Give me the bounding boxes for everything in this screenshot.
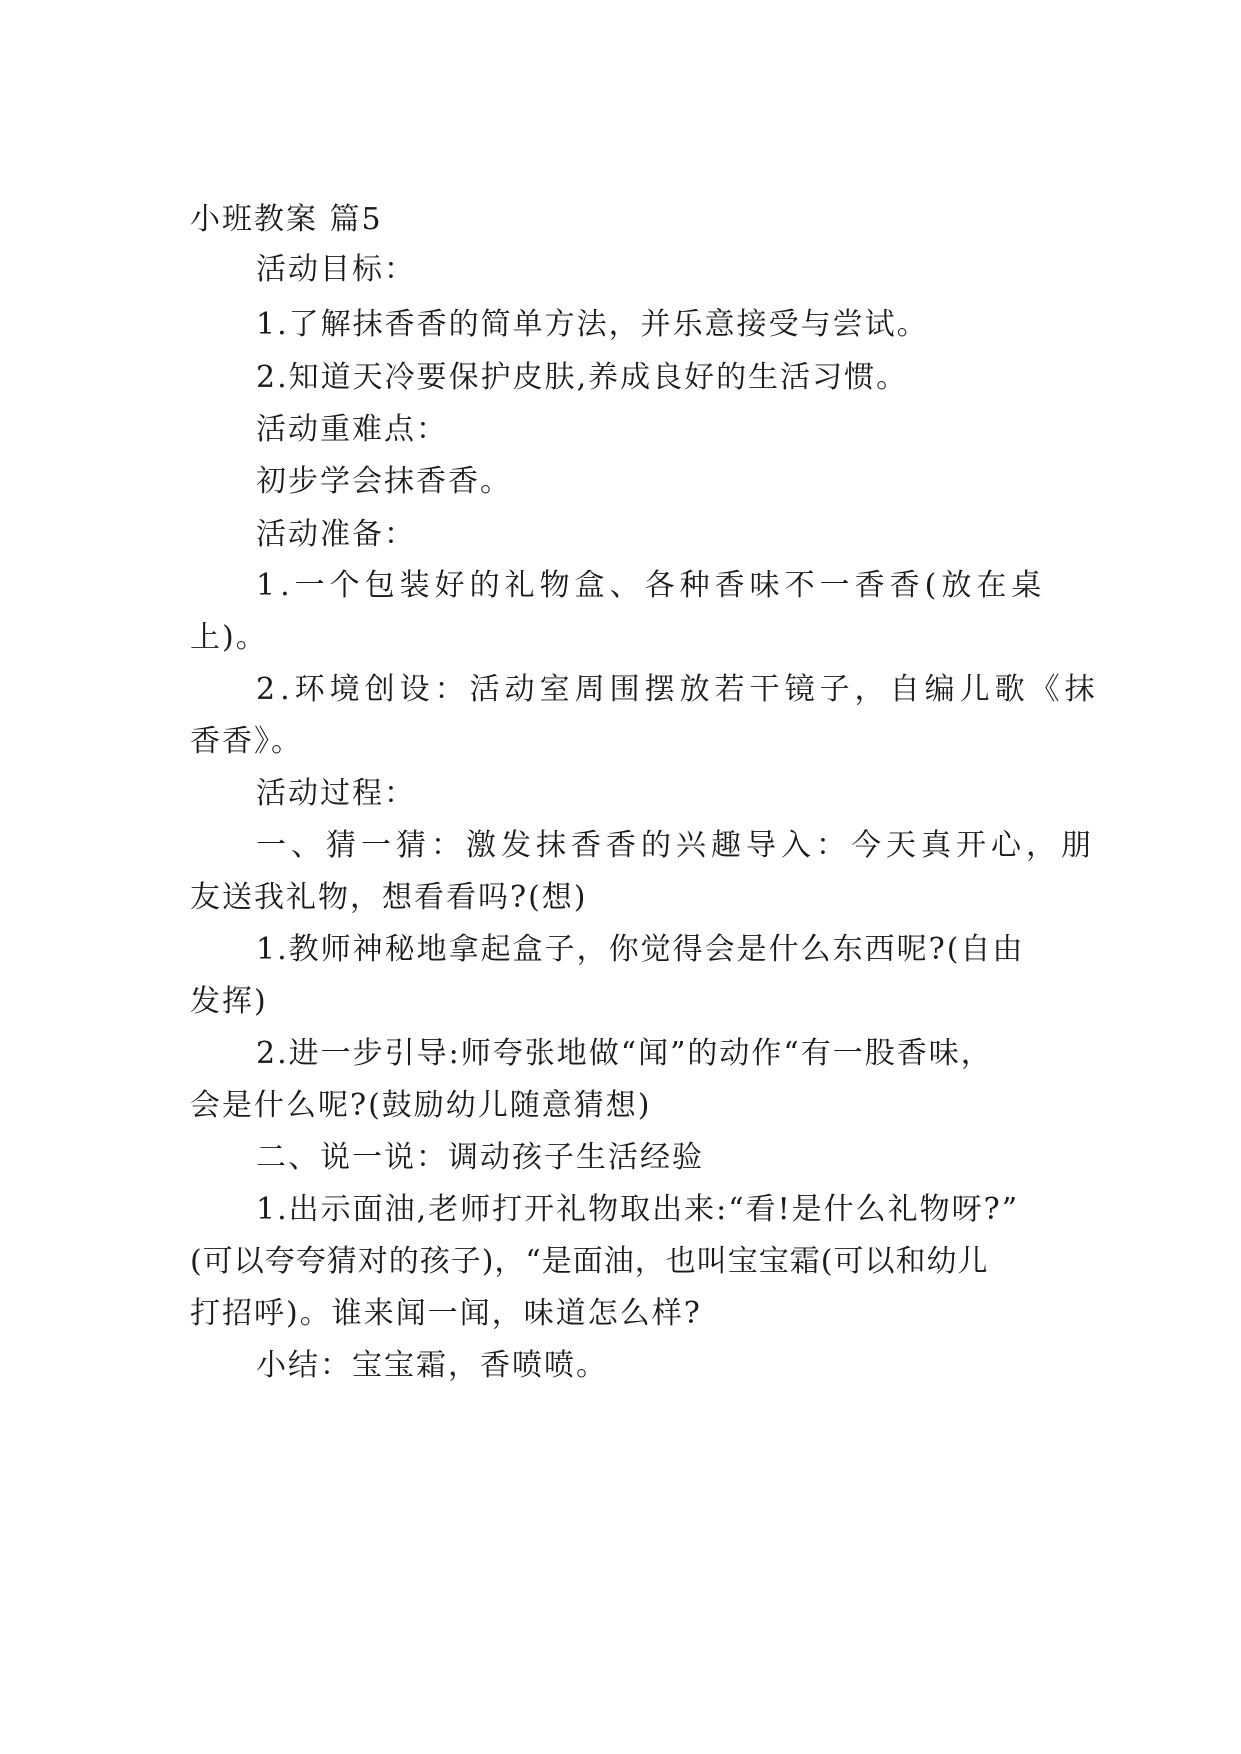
section-heading-goals: 活动目标：: [256, 252, 416, 287]
paragraph-line: 2.进一步引导:师夸张地做“闻”的动作“有一股香味，: [256, 1036, 993, 1071]
section-heading-key-points: 活动重难点：: [256, 412, 448, 447]
paragraph-line: 发挥): [190, 984, 268, 1019]
paragraph-line: 上)。: [190, 620, 268, 655]
document-title: 小班教案 篇5: [190, 202, 383, 237]
paragraph-line: 友送我礼物，想看看吗?(想): [190, 880, 588, 915]
paragraph-line: 小结：宝宝霜，香喷喷。: [256, 1348, 608, 1383]
paragraph-line: 1.了解抹香香的简单方法，并乐意接受与尝试。: [256, 307, 929, 342]
paragraph-line: 一、猜一猜：激发抹香香的兴趣导入：今天真开心，朋: [256, 828, 1096, 863]
section-heading-preparation: 活动准备：: [256, 517, 416, 552]
paragraph-line: 2.知道天冷要保护皮肤,养成良好的生活习惯。: [256, 360, 909, 395]
paragraph-line: 二、说一说：调动孩子生活经验: [256, 1140, 704, 1175]
paragraph-line: 香香》。: [190, 724, 303, 759]
section-heading-process: 活动过程：: [256, 776, 416, 811]
paragraph-line: 2.环境创设：活动室周围摆放若干镜子，自编儿歌《抹: [256, 672, 1100, 707]
paragraph-line: (可以夸夸猜对的孩子)，“是面油，也叫宝宝霜(可以和幼儿: [190, 1244, 989, 1279]
paragraph-line: 1.出示面油,老师打开礼物取出来:“看!是什么礼物呀?”: [256, 1192, 1020, 1227]
paragraph-line: 1.一个包装好的礼物盒、各种香味不一香香(放在桌: [256, 568, 1047, 603]
paragraph-line: 会是什么呢?(鼓励幼儿随意猜想): [190, 1088, 652, 1123]
paragraph-line: 打招呼)。谁来闻一闻，味道怎么样?: [190, 1296, 702, 1331]
paragraph-line: 初步学会抹香香。: [256, 464, 512, 499]
paragraph-line: 1.教师神秘地拿起盒子，你觉得会是什么东西呢?(自由: [256, 932, 1025, 967]
